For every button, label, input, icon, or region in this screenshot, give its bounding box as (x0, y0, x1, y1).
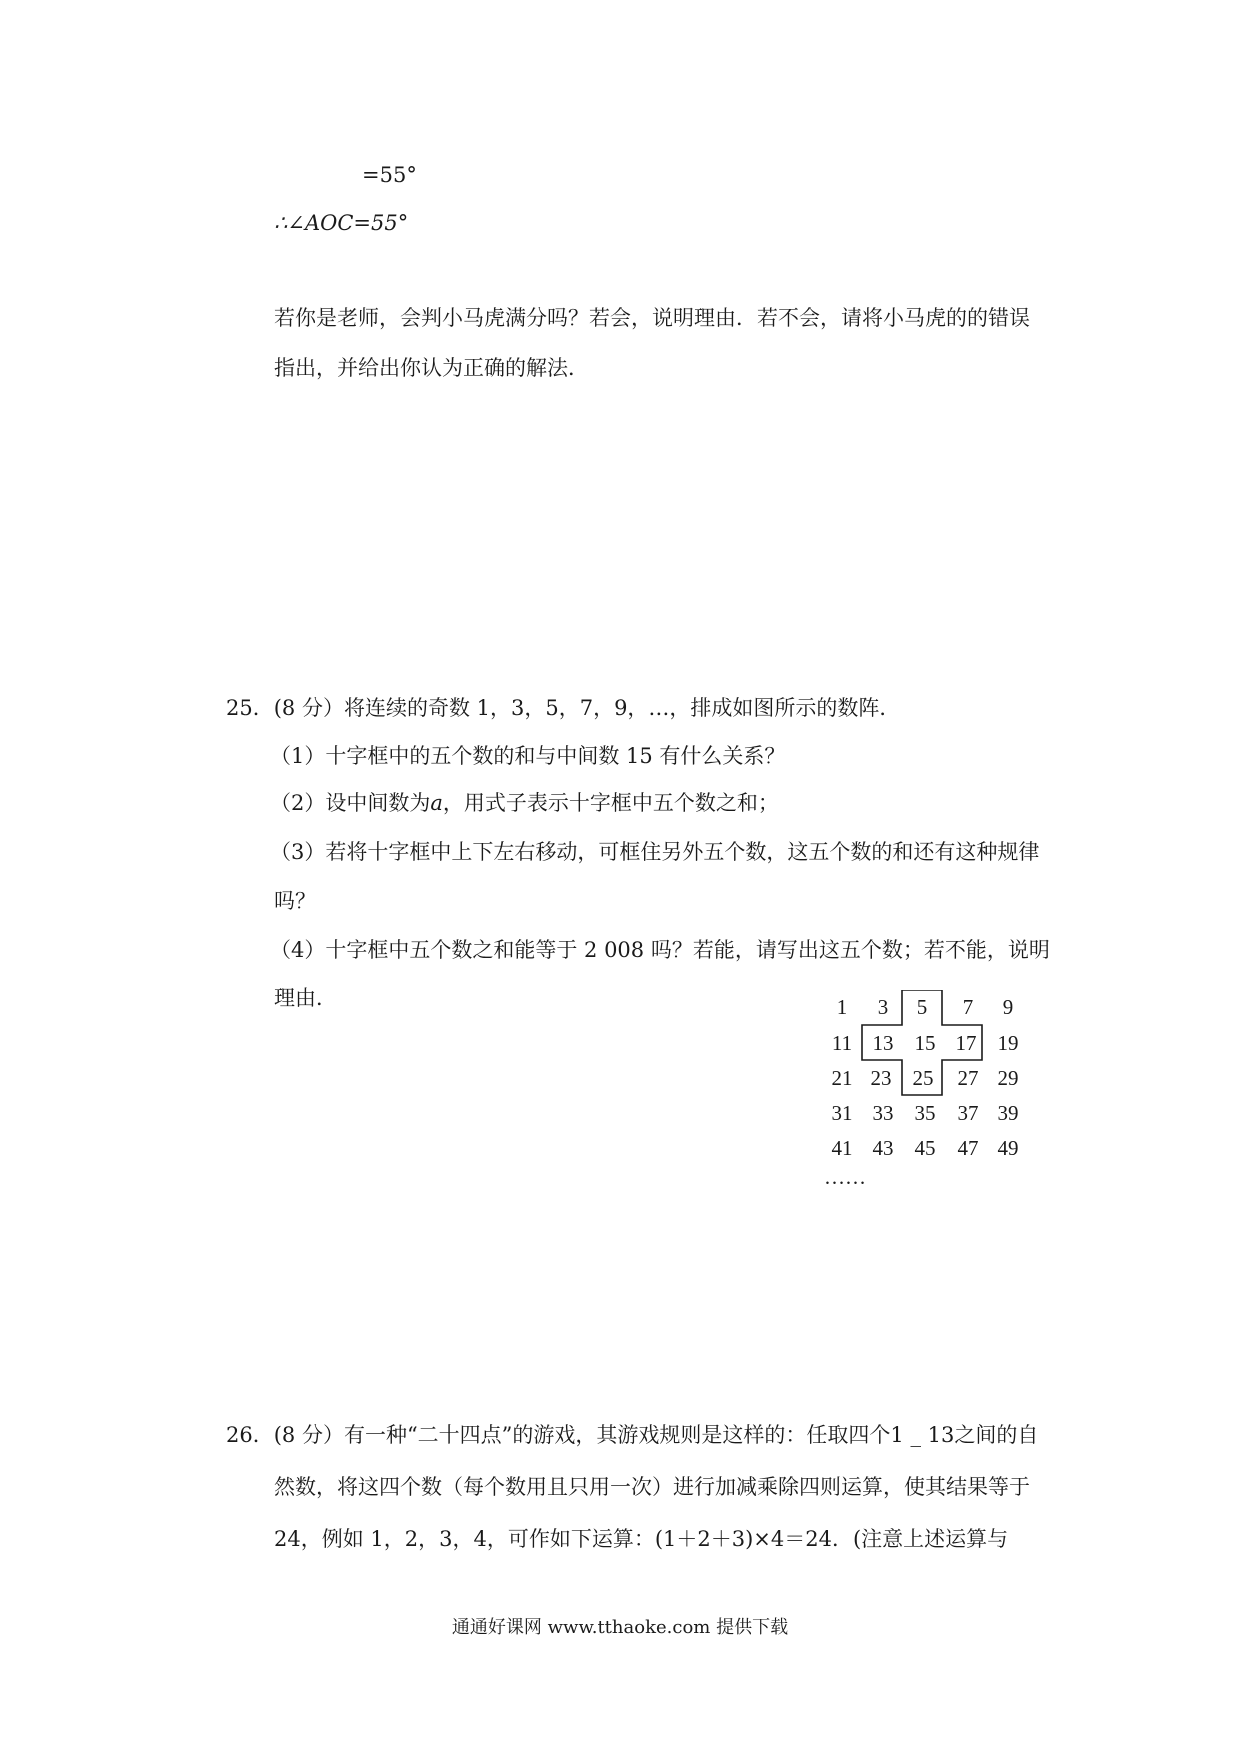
q24-prompt-line-1: 若你是老师，会判小马虎满分吗？若会，说明理由．若不会，请将小马虎的的错误 (274, 306, 1030, 330)
grid-cell: 49 (997, 1136, 1019, 1160)
q25-part-3-line-2: 吗？ (274, 889, 316, 913)
q25-part-4-line-2: 理由． (274, 986, 337, 1010)
grid-cell: 11 (831, 1031, 853, 1055)
variable-a: a (430, 791, 443, 815)
grid-ellipsis: …… (824, 1165, 866, 1189)
grid-cell: 19 (997, 1031, 1019, 1055)
grid-cell: 1 (836, 995, 848, 1019)
grid-cell: 17 (955, 1031, 977, 1055)
grid-cell: 29 (997, 1066, 1019, 1090)
grid-cell: 25 (912, 1066, 934, 1090)
grid-cell: 27 (957, 1066, 979, 1090)
equation-line: =55° (362, 163, 417, 187)
grid-cell: 15 (914, 1031, 936, 1055)
q24-prompt-line-2: 指出，并给出你认为正确的解法． (274, 356, 589, 380)
q26-line-3: 24，例如 1，2，3，4，可作如下运算：(1＋2＋3)×4＝24．(注意上述运算与 (274, 1527, 1009, 1551)
grid-cell: 43 (872, 1136, 894, 1160)
grid-cell: 35 (914, 1101, 936, 1125)
q25-part-2 (270, 791, 779, 816)
grid-cell: 47 (957, 1136, 979, 1160)
grid-cell: 39 (997, 1101, 1019, 1125)
grid-cell: 9 (1002, 995, 1014, 1019)
q26-line-1: 26．(8 分）有一种“二十四点”的游戏，其游戏规则是这样的：任取四个1 _ 13之间的自 (226, 1423, 1039, 1447)
q25-part-1: （1）十字框中的五个数的和与中间数 15 有什么关系？ (270, 744, 786, 768)
q25-part-2-post: ，用式子表示十字框中五个数之和； (442, 791, 779, 815)
number-grid (820, 990, 1050, 1190)
q26-line-2: 然数，将这四个数（每个数用且只用一次）进行加减乘除四则运算，使其结果等于 (274, 1475, 1030, 1499)
grid-cell: 13 (872, 1031, 894, 1055)
q25-part-2-pre: （2）设中间数为 (270, 791, 431, 815)
conclusion-line: ∴∠AOC=55° (274, 211, 409, 235)
grid-cell: 23 (870, 1066, 892, 1090)
grid-cell: 5 (916, 995, 928, 1019)
grid-cell: 21 (831, 1066, 853, 1090)
grid-cell: 41 (831, 1136, 853, 1160)
grid-cell: 3 (877, 995, 889, 1019)
grid-cell: 45 (914, 1136, 936, 1160)
page-footer: 通通好课网 www.tthaoke.com 提供下载 (451, 1617, 789, 1638)
q25-part-4-line-1: （4）十字框中五个数之和能等于 2 008 吗？若能，请写出这五个数；若不能，说明 (270, 938, 1050, 962)
grid-cell: 31 (831, 1101, 853, 1125)
grid-cell: 37 (957, 1101, 979, 1125)
q25-part-3-line-1: （3）若将十字框中上下左右移动，可框住另外五个数，这五个数的和还有这种规律 (270, 840, 1040, 864)
q25-title: 25．(8 分）将连续的奇数 1，3，5，7，9，…，排成如图所示的数阵． (226, 696, 901, 720)
grid-cell: 33 (872, 1101, 894, 1125)
grid-cell: 7 (962, 995, 974, 1019)
